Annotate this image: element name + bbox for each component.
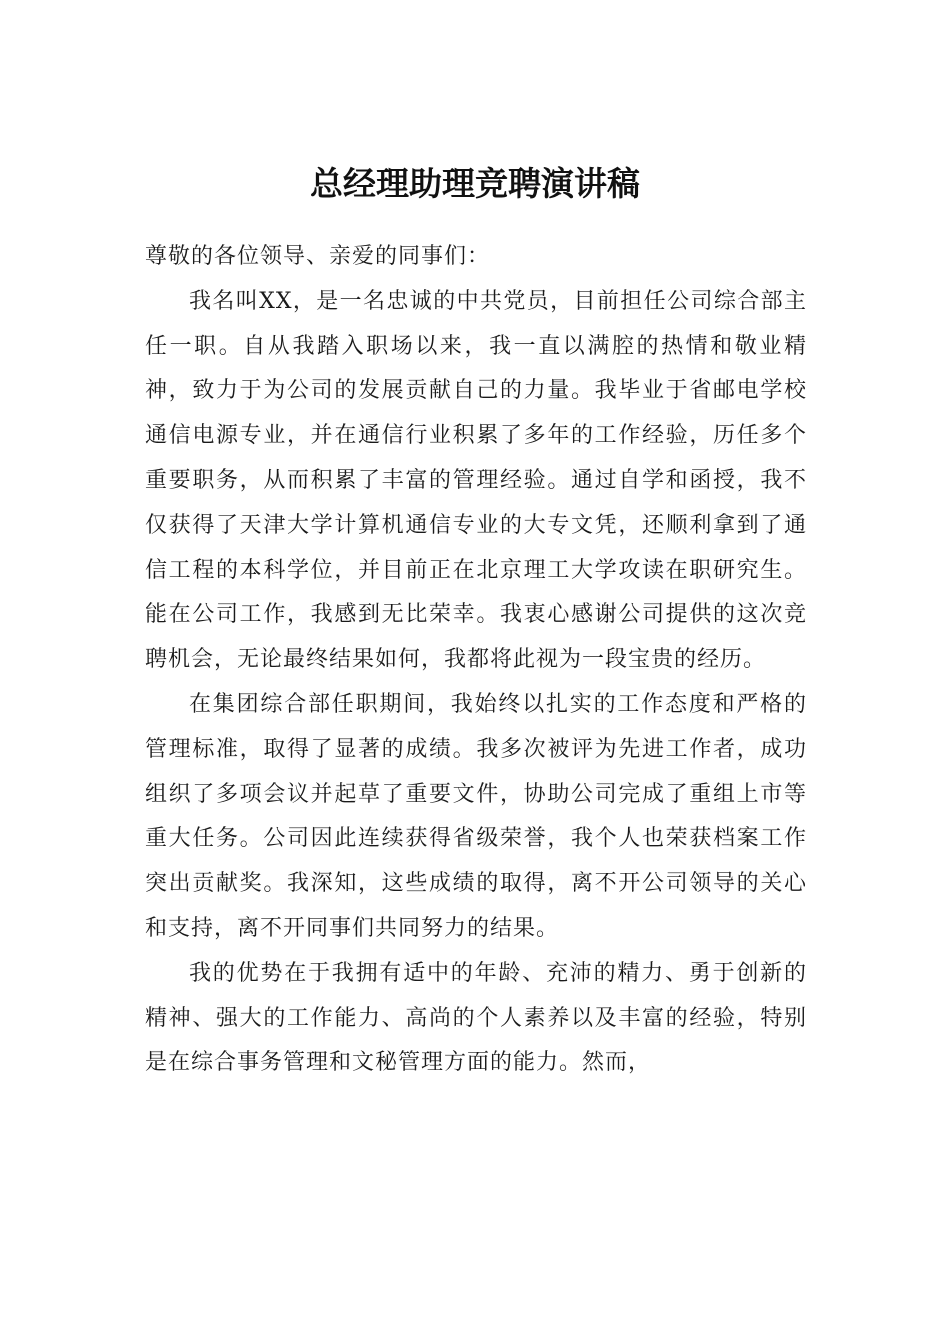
paragraph-intro: 我名叫XX，是一名忠诚的中共党员，目前担任公司综合部主任一职。自从我踏入职场以来，我一直以满腔的热情和敬业精神，致力于为公司的发展贡献自己的力量。我毕业于省邮电学校通信电源专业，并在通信行业积累了多年的工作经验，历任多个重要职务，从而积累了丰富的管理经验。通过自学和函授，我不仅获得了天津大学计算机通信专业的大专文凭，还顺利拿到了通信工程的本科学位，并目前正在北京理工大学攻读在职研究生。能在公司工作，我感到无比荣幸。我衷心感谢公司提供的这次竞聘机会，无论最终结果如何，我都将此视为一段宝贵的经历。	[145, 288, 807, 673]
paragraph-strengths: 我的优势在于我拥有适中的年龄、充沛的精力、勇于创新的精神、强大的工作能力、高尚的个人素养以及丰富的经验，特别是在综合事务管理和文秘管理方面的能力。然而，	[145, 960, 807, 1076]
document-body	[145, 235, 807, 1086]
paragraph-achievements: 在集团综合部任职期间，我始终以扎实的工作态度和严格的管理标准，取得了显著的成绩。我多次被评为先进工作者，成功组织了多项会议并起草了重要文件，协助公司完成了重组上市等重大任务。公司因此连续获得省级荣誉，我个人也荣获档案工作突出贡献奖。我深知，这些成绩的取得，离不开公司领导的关心和支持，离不开同事们共同努力的结果。	[145, 691, 807, 941]
document-title: 总经理助理竞聘演讲稿	[310, 164, 640, 203]
salutation: 尊敬的各位领导、亲爱的同事们：	[145, 244, 491, 269]
